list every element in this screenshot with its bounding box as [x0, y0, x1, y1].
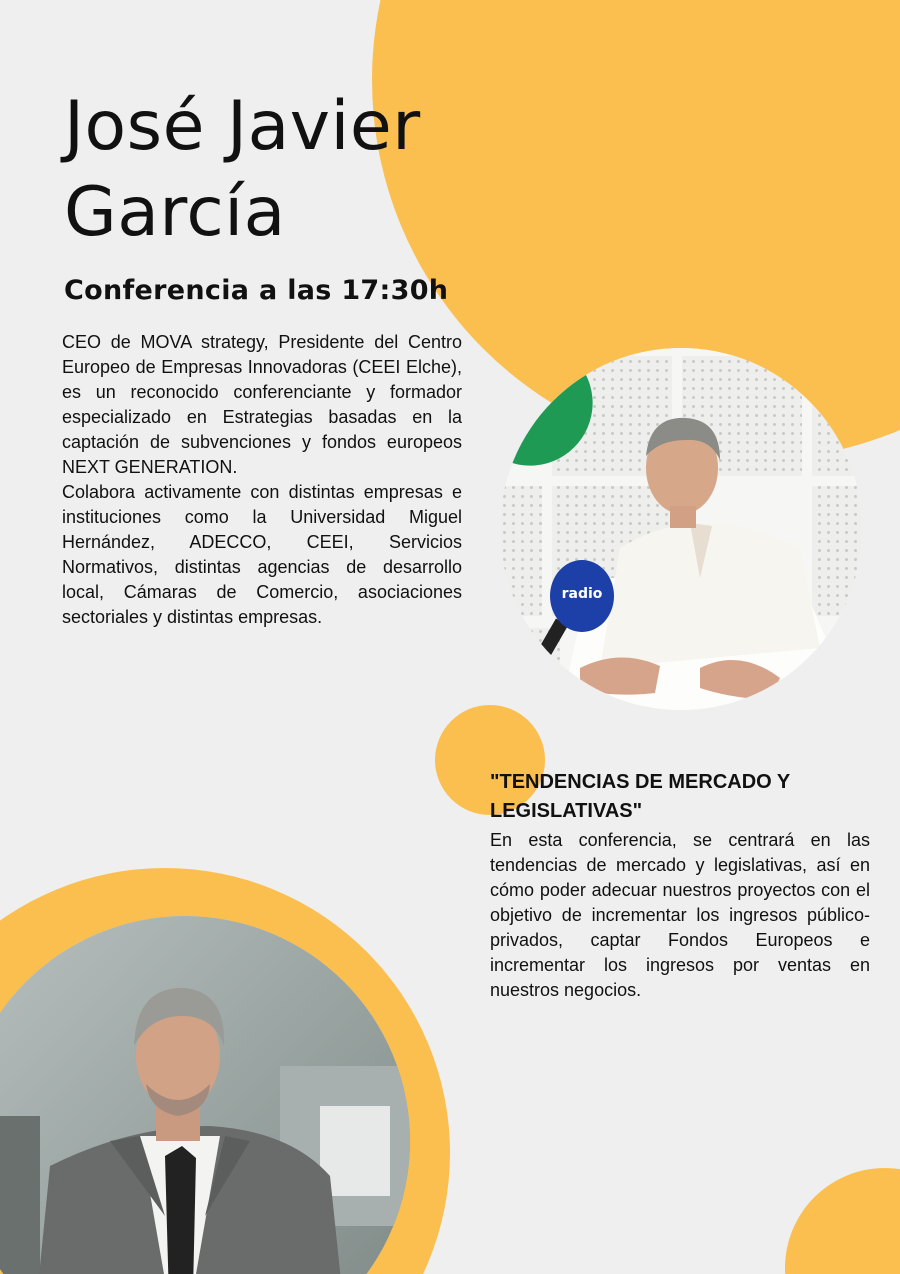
microphone-flag-text: radio	[561, 586, 603, 602]
speaker-name	[64, 84, 504, 256]
bio-paragraph-2: Colabora activamente con distintas empresas e instituciones como la Universidad Miguel Hernández, ADECCO, CEEI, Servicios Normativos, distintas agencias de desarrollo local, Cámaras de Comercio, asociaciones sectoriales y distintas empresas.	[62, 482, 462, 627]
talk-description: En esta conferencia, se centrará en las tendencias de mercado y legislativas, así en cómo poder adecuar nuestros proyectos con el objetivo de incrementar los ingresos público-privados, captar Fondos Europeos e incrementar los ingresos por ventas en nuestros negocios.	[490, 830, 870, 1000]
speaker-bio	[62, 330, 462, 630]
bio-paragraph-1: CEO de MOVA strategy, Presidente del Centro Europeo de Empresas Innovadoras (CEEI Elche), es un reconocido conferenciante y formador especializado en Estrategias basadas en la captación de subvenciones y fondos europeos NEXT GENERATION.	[62, 332, 462, 477]
speaker-photo-interview	[500, 348, 862, 710]
talk-title: "TENDENCIAS DE MERCADO Y LEGISLATIVAS"	[490, 771, 790, 822]
speaker-name-line1: José Javier	[64, 87, 421, 166]
conference-time: Conferencia a las 17:30h	[64, 275, 449, 306]
speaker-name-line2: García	[64, 173, 286, 252]
decorative-circle-bottom-right	[785, 1168, 900, 1274]
